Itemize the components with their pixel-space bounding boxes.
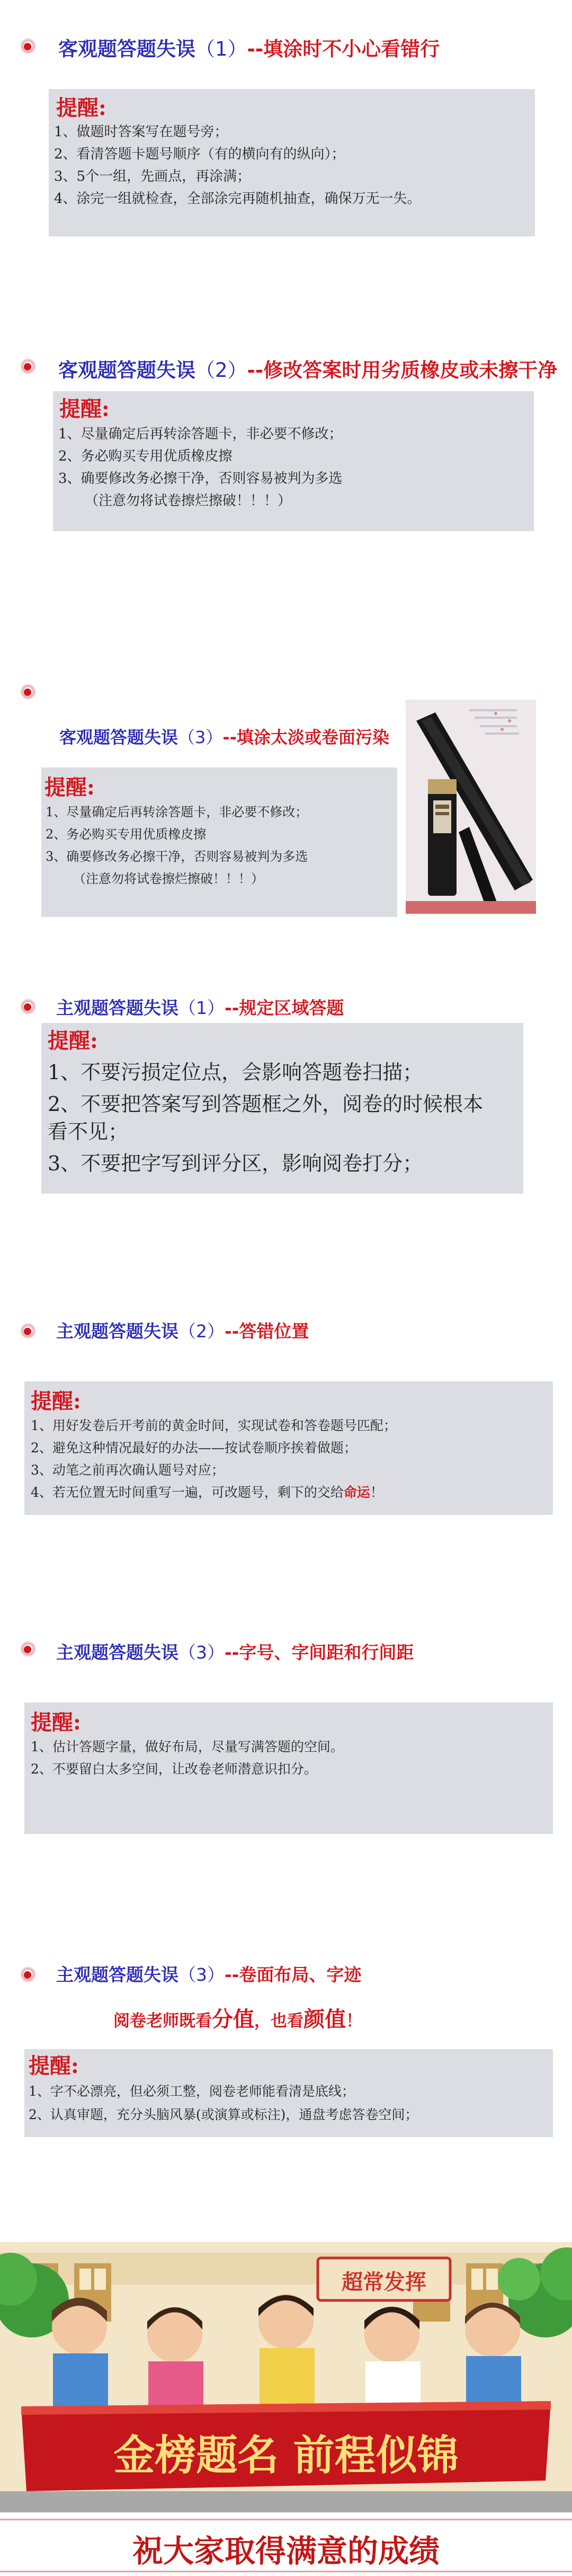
reminder-label: 提醒: [31,1710,81,1735]
reminder-line: 2、务必购买专用优质橡皮擦 [58,448,233,464]
footer-divider [0,2519,572,2520]
graduation-banner [0,2242,572,2512]
section-title: 主观题答题失误（1）--规定区域答题 [56,998,344,1018]
bullet-icon [20,1323,38,1341]
reminder-box [41,1023,523,1194]
section-title: 主观题答题失误（2）--答错位置 [56,1321,309,1342]
section-title: 客观题答题失误（1）--填涂时不小心看错行 [58,38,440,60]
reminder-box [53,391,534,531]
reminder-line: 2、避免这种情况最好的办法——按试卷顺序挨着做题； [31,1440,357,1455]
reminder-line: 1、做题时答案写在题号旁； [54,124,228,140]
reminder-line: 4、若无位置无时间重写一遍，可改题号，剩下的交给命运！ [31,1485,383,1500]
section-title: 客观题答题失误（2）--修改答案时用劣质橡皮或未擦干净 [58,359,558,382]
reminder-line: （注意勿将试卷擦烂擦破！！！） [85,493,292,509]
reminder-line: （注意勿将试卷擦烂擦破！！！） [73,871,264,886]
reminder-line: 3、不要把字写到评分区，影响阅卷打分； [48,1152,423,1175]
footer-divider [0,2571,572,2572]
closing-message: 祝大家取得满意的成绩 [132,2533,440,2569]
reminder-box [24,2049,553,2137]
bullet-icon [20,999,38,1017]
reminder-label: 提醒: [59,396,110,421]
reminder-label: 提醒: [44,775,95,800]
reminder-line: 4、涂完一组就检查，全部涂完再随机抽查，确保万无一失。 [54,191,421,207]
reminder-line: 3、确要修改务必擦干净，否则容易被判为多选 [46,849,308,864]
reminder-box [41,767,397,917]
reminder-line: 3、动笔之前再次确认题号对应； [31,1462,225,1478]
reminder-box [24,1702,553,1834]
bullet-icon [20,358,38,376]
reminder-line: 3、5个一组，先画点，再涂满； [54,169,251,184]
fate-highlight: 命运 [343,1485,370,1500]
reminder-box [24,1381,553,1515]
reminder-label: 提醒: [48,1028,98,1053]
reminder-line: 3、确要修改务必擦干净，否则容易被判为多选 [58,471,343,487]
pen-illustration [406,700,536,914]
reminder-line: 2、看清答题卡题号顺序（有的横向有的纵向）； [54,146,345,162]
section-title: 客观题答题失误（3）--填涂太淡或卷面污染 [59,727,389,747]
bullet-icon [20,1966,38,1984]
bullet-icon [20,1641,38,1659]
reminder-line: 2、务必购买专用优质橡皮擦 [46,827,207,842]
reminder-line: 1、尽量确定后再转涂答题卡，非必要不修改； [46,805,308,819]
bullet-icon [20,38,38,56]
section-title: 主观题答题失误（3）--字号、字间距和行间距 [56,1642,414,1663]
score-slogan: 阅卷老师既看分值，也看颜值！ [113,2007,362,2032]
bullet-icon [20,684,38,702]
reminder-line: 1、尽量确定后再转涂答题卡，非必要不修改； [58,426,343,442]
reminder-line: 1、字不必漂亮，但必须工整，阅卷老师能看清是底线； [29,2084,355,2099]
reminder-line: 1、不要污损定位点，会影响答题卷扫描； [48,1061,423,1084]
reminder-box [49,89,535,236]
reminder-line: 2、认真审题，充分头脑风暴(或演算或标注)，通盘考虑答卷空间； [29,2107,418,2122]
banner-sign-text: 超常发挥 [342,2270,426,2295]
reminder-line: 1、估计答题字量，做好布局，尽量写满答题的空间。 [31,1739,344,1754]
section-title: 主观题答题失误（3）--卷面布局、字迹 [56,1964,362,1985]
reminder-label: 提醒: [29,2053,79,2078]
reminder-line: 2、不要留白太多空间，让改卷老师潜意识扣分。 [31,1761,317,1777]
reminder-line: 1、用好发卷后开考前的黄金时间，实现试卷和答卷题号匹配； [31,1418,397,1433]
pen-eraser-photo [406,700,536,914]
reminder-label: 提醒: [56,95,106,120]
reminder-line: 2、不要把答案写到答题框之外，阅卷的时候根本 [48,1092,484,1116]
reminder-label: 提醒: [31,1389,81,1414]
reminder-line: 看不见； [48,1120,129,1143]
banner-slogan: 金榜题名 前程似锦 [113,2431,459,2480]
